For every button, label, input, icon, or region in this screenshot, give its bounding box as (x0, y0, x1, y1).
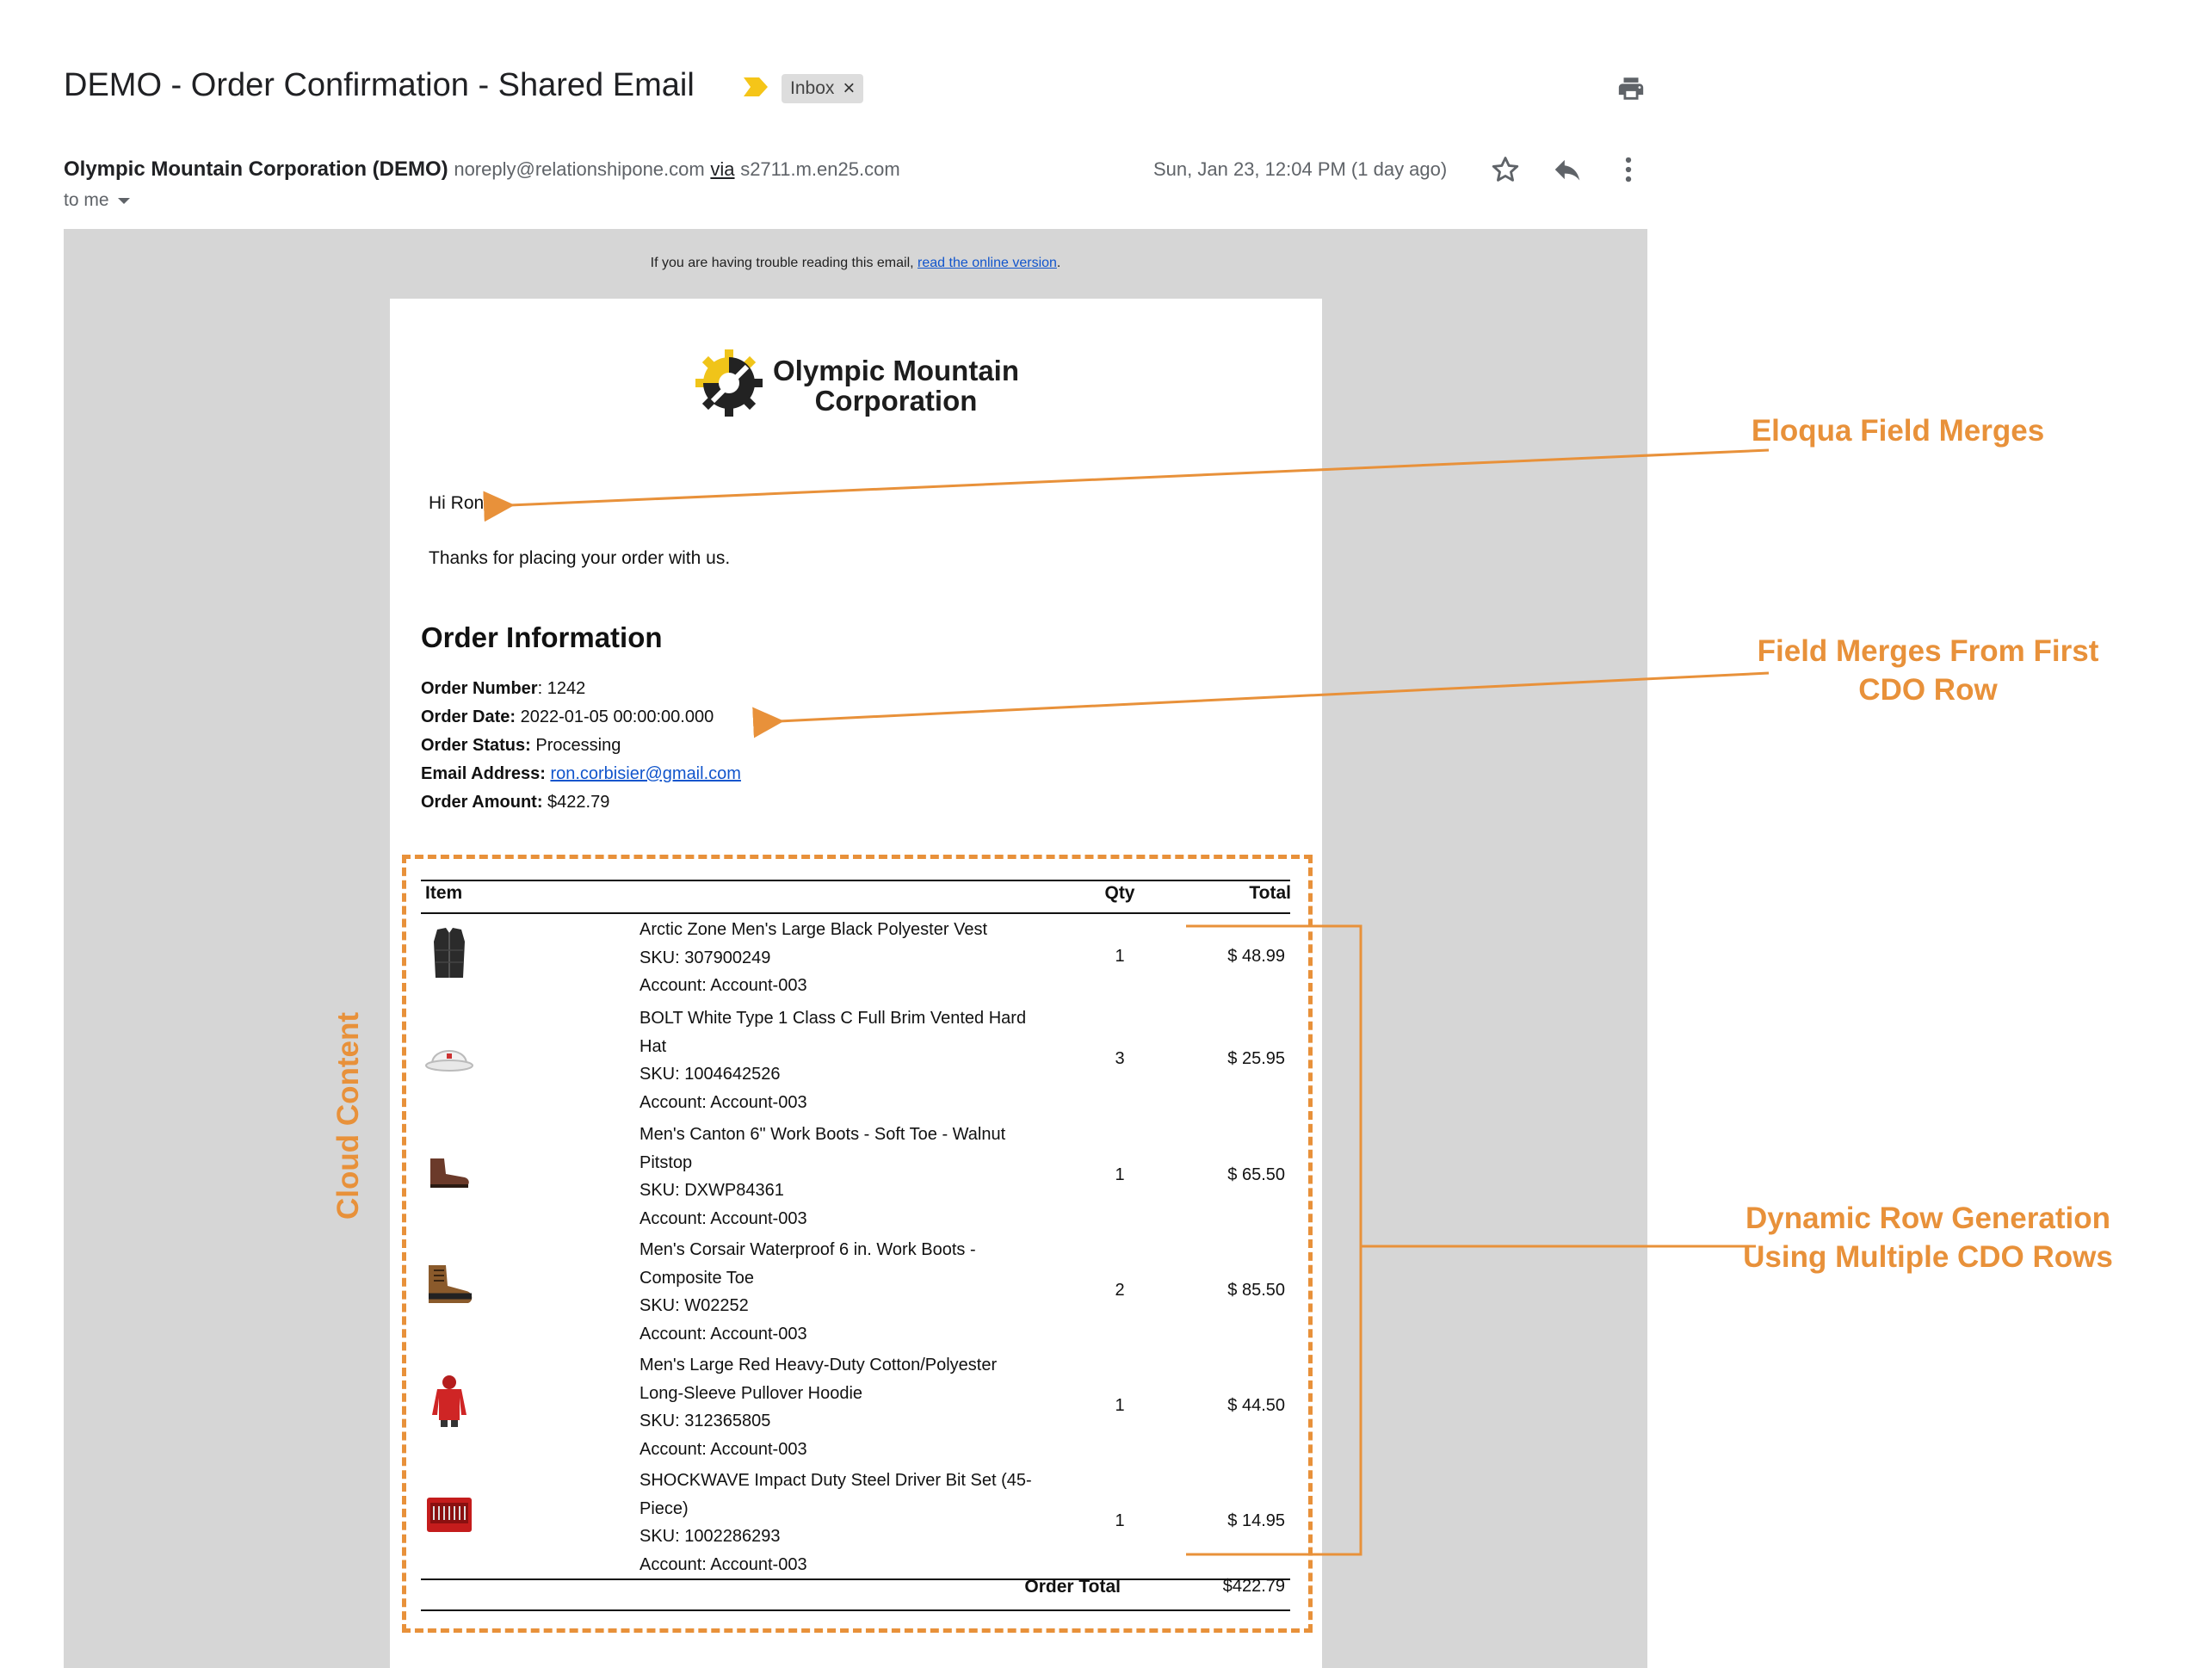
info-value: $422.79 (547, 793, 610, 812)
greeting: Hi Ron, (429, 493, 490, 513)
print-icon[interactable] (1616, 74, 1646, 103)
column-header-item: Item (425, 883, 463, 903)
item-total: $ 44.50 (1227, 1396, 1285, 1415)
item-name: Arctic Zone Men's Large Black Polyester Vest (640, 920, 987, 939)
item-account: Account: Account-003 (640, 1092, 807, 1112)
item-total: $ 48.99 (1227, 947, 1285, 966)
customer-email-link[interactable]: ron.corbisier@gmail.com (550, 764, 741, 783)
column-header-total: Total (1249, 883, 1291, 903)
item-sku: SKU: 1004642526 (640, 1065, 781, 1084)
order-amount-row (421, 793, 609, 812)
info-separator: : (537, 679, 547, 698)
order-total-label: Order Total (1024, 1577, 1121, 1597)
to-me-text: to me (64, 190, 109, 210)
importance-marker-icon[interactable] (742, 76, 769, 98)
item-name: SHOCKWAVE Impact Duty Steel Driver Bit Set (45- (640, 1471, 1032, 1490)
via-link[interactable]: via (710, 158, 735, 180)
online-version-notice (64, 256, 1647, 271)
column-header-qty: Qty (1104, 883, 1135, 903)
annotation-cdo-first-row: Field Merges From First CDO Row (1757, 634, 2099, 707)
email-subject: DEMO - Order Confirmation - Shared Email (64, 67, 695, 103)
cloud-content-outline (402, 855, 1313, 1633)
item-qty: 1 (1115, 1396, 1125, 1415)
chevron-down-icon[interactable] (118, 198, 130, 204)
inbox-label: Inbox (790, 78, 835, 98)
item-name: Men's Canton 6" Work Boots - Soft Toe - Walnut (640, 1125, 1006, 1144)
annotation-cloud-content (331, 1011, 365, 1220)
order-info-heading: Order Information (421, 621, 663, 653)
item-account: Account: Account-003 (640, 1554, 807, 1574)
item-qty: 1 (1115, 1511, 1125, 1530)
item-sku: SKU: 307900249 (640, 948, 771, 967)
logo-line-1: Olympic Mountain (773, 355, 1020, 386)
annotation-field-merges: Eloqua Field Merges (1751, 414, 2045, 448)
sender-email: noreply@relationshipone.com (454, 158, 705, 180)
item-qty: 1 (1115, 947, 1125, 966)
item-name-cont: Pitstop (640, 1152, 693, 1172)
item-qty: 1 (1115, 1165, 1125, 1184)
notice-text: If you are having trouble reading this email, (650, 256, 914, 270)
item-name: BOLT White Type 1 Class C Full Brim Vented Hard (640, 1009, 1027, 1028)
item-sku: SKU: 1002286293 (640, 1527, 781, 1546)
info-value: 1242 (547, 679, 586, 698)
info-label: Order Amount: (421, 793, 543, 812)
item-total: $ 25.95 (1227, 1049, 1285, 1068)
order-status-row (421, 736, 621, 756)
cloud-content-label: Cloud Content (331, 1011, 365, 1220)
thanks-message: Thanks for placing your order with us. (429, 548, 731, 568)
item-qty: 3 (1115, 1049, 1125, 1068)
email-date: Sun, Jan 23, 12:04 PM (1 day ago) (1153, 158, 1448, 180)
info-label: Order Date: (421, 707, 516, 726)
remove-label-icon[interactable]: × (843, 77, 856, 100)
company-logo-text (773, 355, 1019, 416)
order-total-value: $422.79 (1222, 1577, 1285, 1596)
item-name-cont: Composite Toe (640, 1268, 755, 1288)
info-value: 2022-01-05 00:00:00.000 (520, 707, 714, 726)
item-name-cont: Hat (640, 1036, 667, 1056)
item-total: $ 65.50 (1227, 1165, 1285, 1184)
item-total: $ 14.95 (1227, 1511, 1285, 1530)
notice-suffix: . (1056, 256, 1061, 270)
item-name: Men's Large Red Heavy-Duty Cotton/Polyester (640, 1356, 998, 1375)
via-host: s2711.m.en25.com (740, 158, 900, 180)
item-name-cont: Piece) (640, 1498, 689, 1518)
reply-icon[interactable] (1551, 153, 1584, 186)
item-account: Account: Account-003 (640, 1324, 807, 1344)
item-account: Account: Account-003 (640, 1208, 807, 1228)
annotation-dynamic-rows: Dynamic Row Generation Using Multiple CDO Rows (1743, 1202, 2113, 1274)
item-account: Account: Account-003 (640, 1439, 807, 1459)
more-vert-icon[interactable] (1620, 153, 1637, 186)
order-date-row (421, 707, 714, 727)
inbox-label-chip[interactable] (782, 74, 863, 103)
star-icon[interactable] (1489, 153, 1522, 186)
info-label: Order Status: (421, 736, 531, 755)
order-number-row (421, 679, 585, 699)
sender-line (64, 158, 900, 182)
item-name: Men's Corsair Waterproof 6 in. Work Boots - (640, 1240, 976, 1259)
item-qty: 2 (1115, 1281, 1125, 1300)
item-total: $ 85.50 (1227, 1281, 1285, 1300)
item-name-cont: Long-Sleeve Pullover Hoodie (640, 1383, 863, 1403)
sender-name[interactable]: Olympic Mountain Corporation (DEMO) (64, 158, 448, 181)
online-version-link[interactable]: read the online version (918, 256, 1057, 270)
item-sku: SKU: 312365805 (640, 1412, 771, 1430)
logo-line-2: Corporation (814, 385, 978, 417)
info-label: Order Number (421, 679, 538, 698)
info-value: Processing (535, 736, 621, 755)
info-label: Email Address: (421, 764, 546, 783)
item-account: Account: Account-003 (640, 976, 807, 995)
recipient-toggle[interactable] (64, 190, 130, 211)
gear-logo-icon (694, 348, 764, 418)
item-sku: SKU: DXWP84361 (640, 1181, 784, 1200)
item-sku: SKU: W02252 (640, 1296, 749, 1315)
email-address-row (421, 764, 741, 784)
